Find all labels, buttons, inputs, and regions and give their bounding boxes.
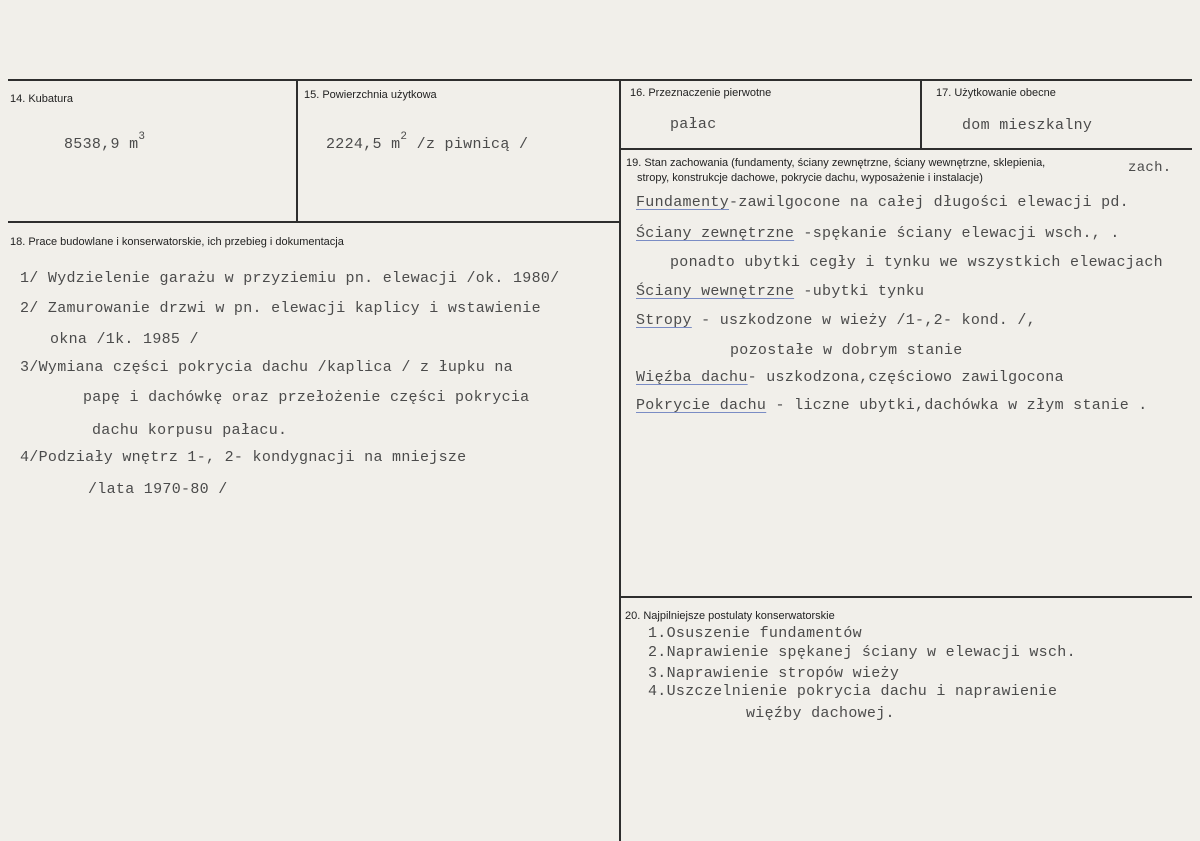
row-divider-19-20 xyxy=(620,596,1192,598)
box18-line: /lata 1970-80 / xyxy=(88,481,228,498)
box14-value xyxy=(64,131,146,153)
divider-left-right xyxy=(619,80,621,841)
box15-value xyxy=(326,131,529,153)
condition-term: Pokrycie dachu xyxy=(636,397,767,414)
divider-16-17 xyxy=(920,80,922,149)
box18-label: 18. Prace budowlane i konserwatorskie, ich przebieg i dokumentacja xyxy=(10,236,344,248)
box16-value: pałac xyxy=(670,116,717,133)
box18-line: okna /1k. 1985 / xyxy=(50,331,199,348)
condition-text: -zawilgocone na całej długości elewacji pd. xyxy=(729,194,1129,211)
condition-term: Fundamenty xyxy=(636,194,730,211)
box18-line: papę i dachówkę oraz przełożenie części pokrycia xyxy=(83,389,530,406)
condition-text: pozostałe w dobrym stanie xyxy=(730,342,963,359)
condition-text: ponadto ubytki cegły i tynku we wszystkich elewacjach xyxy=(670,254,1163,271)
condition-row xyxy=(636,225,1120,242)
box20-line: 4.Uszczelnienie pokrycia dachu i naprawienie xyxy=(648,683,1058,700)
box20-line: 2.Naprawienie spękanej ściany w elewacji wsch. xyxy=(648,644,1076,661)
box20-line: 3.Naprawienie stropów wieży xyxy=(648,665,900,682)
condition-text: - liczne ubytki,dachówka w złym stanie . xyxy=(766,397,1148,414)
box18-line: 1/ Wydzielenie garażu w przyziemiu pn. elewacji /ok. 1980/ xyxy=(20,270,560,287)
condition-row xyxy=(636,283,924,300)
box19-insert: zach. xyxy=(1128,160,1172,176)
condition-text: - uszkodzona,częściowo zawilgocona xyxy=(747,369,1064,386)
condition-row xyxy=(730,342,963,359)
condition-row xyxy=(636,397,1148,414)
top-border xyxy=(8,79,1192,81)
condition-row xyxy=(670,254,1163,271)
volume-value: 8538,9 m xyxy=(64,136,139,153)
condition-term: Więźba dachu xyxy=(636,369,748,386)
box18-line: 2/ Zamurowanie drzwi w pn. elewacji kaplicy i wstawienie xyxy=(20,300,541,317)
condition-row xyxy=(636,194,1129,211)
box17-value: dom mieszkalny xyxy=(962,117,1093,134)
condition-term: Ściany zewnętrzne xyxy=(636,225,795,242)
row-divider-16-19 xyxy=(620,148,1192,150)
box14-label: 14. Kubatura xyxy=(10,93,73,105)
box20-label: 20. Najpilniejsze postulaty konserwatorskie xyxy=(625,610,835,622)
condition-text: - uszkodzone w wieży /1-,2- kond. /, xyxy=(691,312,1036,329)
volume-unit-exponent: 3 xyxy=(138,131,146,143)
box20-line: 1.Osuszenie fundamentów xyxy=(648,625,862,642)
condition-row xyxy=(636,369,1064,386)
area-note: /z piwnicą / xyxy=(416,136,529,153)
condition-term: Stropy xyxy=(636,312,692,329)
box19-label-line1: 19. Stan zachowania (fundamenty, ściany zewnętrzne, ściany wewnętrzne, sklepienia, xyxy=(626,157,1046,169)
box17-label: 17. Użytkowanie obecne xyxy=(936,87,1056,99)
box20-line: więźby dachowej. xyxy=(746,705,895,722)
condition-row xyxy=(636,312,1036,329)
area-unit-exponent: 2 xyxy=(400,131,408,143)
box16-label: 16. Przeznaczenie pierwotne xyxy=(630,87,772,99)
box15-label: 15. Powierzchnia użytkowa xyxy=(304,89,437,101)
area-value: 2224,5 m xyxy=(326,136,401,153)
box18-line: dachu korpusu pałacu. xyxy=(92,422,288,439)
box18-line: 3/Wymiana części pokrycia dachu /kaplica / z łupku na xyxy=(20,359,513,376)
box18-line: 4/Podziały wnętrz 1-, 2- kondygnacji na mniejsze xyxy=(20,449,467,466)
row-divider-left xyxy=(8,221,620,223)
box19-label-line2: stropy, konstrukcje dachowe, pokrycie dachu, wyposażenie i instalacje) xyxy=(637,172,983,184)
divider-14-15 xyxy=(296,80,298,223)
condition-text: -spękanie ściany elewacji wsch., . xyxy=(794,225,1120,242)
condition-term: Ściany wewnętrzne xyxy=(636,283,795,300)
condition-text: -ubytki tynku xyxy=(794,283,925,300)
